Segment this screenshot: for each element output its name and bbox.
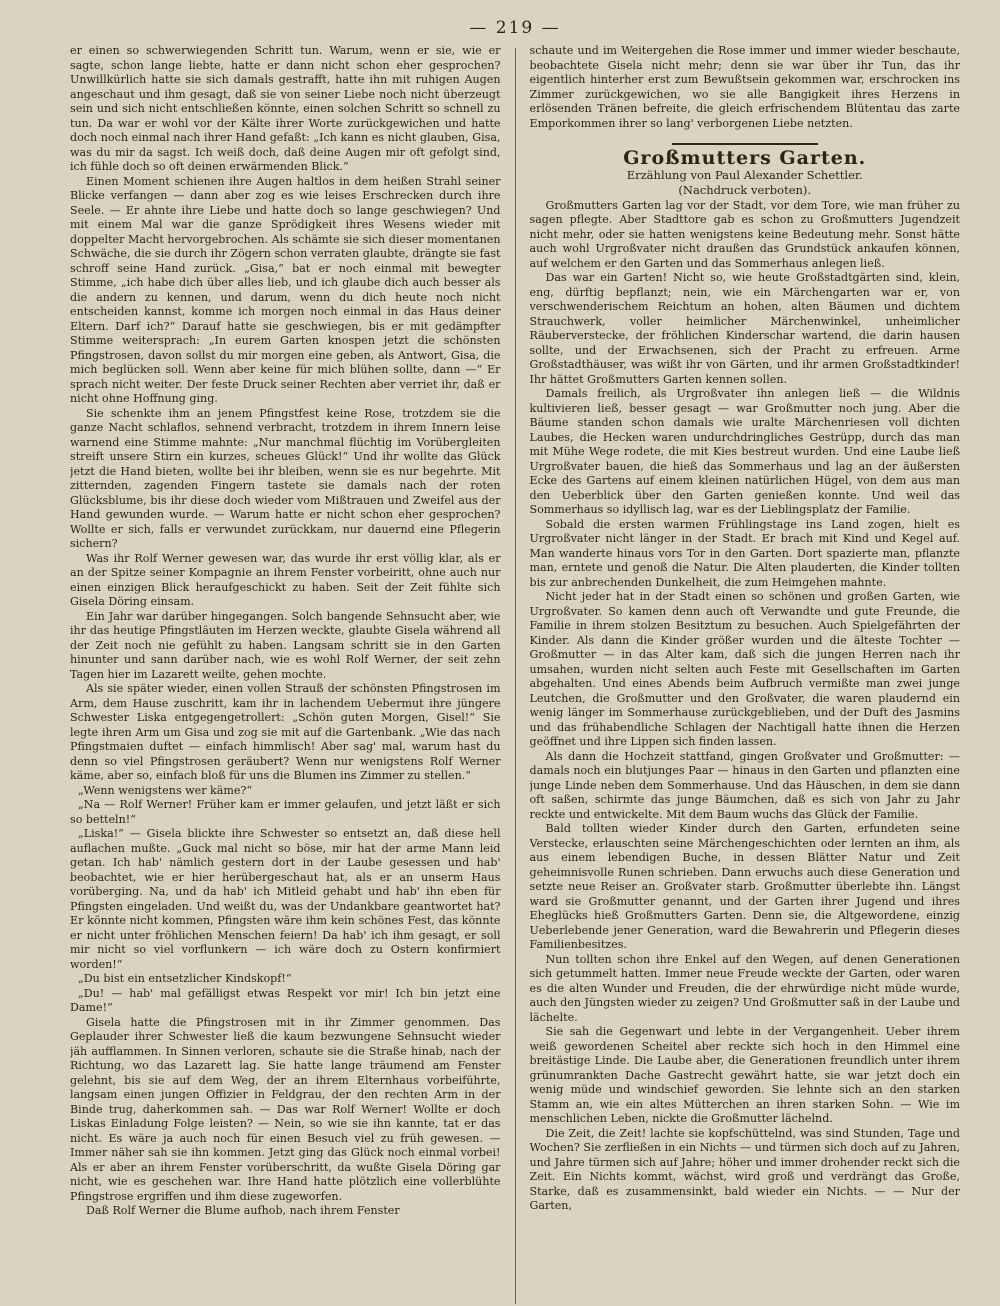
paragraph: Nun tollten schon ihre Enkel auf den Wegen, auf denen Generationen sich getummelt hatten. Immer neue Freude weckte der Garten, oder waren es die alten Wunder und Freuden, die der ehrwürdige nicht müde wurde, auch den Jüngsten wieder zu zeigen? Und Großmutter saß in der Laube und lächelte.: [529, 952, 960, 1024]
paragraph: Daß Rolf Werner die Blume aufhob, nach ihrem Fenster: [86, 1204, 400, 1217]
paragraph: Großmutters Garten lag vor der Stadt, vor dem Tore, wie man früher zu sagen pflegte. Aber Stadttore gab es schon zu Großmutters Jugendzeit nicht mehr, oder sie hatten wenigstens keine Bedeutung mehr. Sonst hätte auch wohl Urgroßvater nicht draußen das Grundstück ankaufen können, auf welchem er den Garten und das Sommerhaus anlegen ließ.: [529, 198, 960, 270]
paragraph: Als sie später wieder, einen vollen Strauß der schönsten Pfingstrosen im Arm, dem Hause zuschritt, kam ihr in lachendem Uebermut ihre jüngere Schwester Liska entgegengetrollert: „Schön guten Morgen, Gisel!“ Sie legte ihren Arm um Gisa und zog sie mit auf die Gartenbank. „Wie das nach Pfingstmaien duftet — einfach himmlisch! Aber sag' mal, warum hast du denn so viel Pfingstrosen geräubert? Wenn nur wenigstens Rolf Werner käme, aber so, einfach bloß für uns die Blumen ins Zimmer zu stellen.“: [70, 682, 501, 782]
paragraph: Das war ein Garten! Nicht so, wie heute Großstadtgärten sind, klein, eng, dürftig bepflanzt; nein, wie ein Märchengarten war er, von verschwenderischem Reichtum an hohen, alten Bäumen und dichtem Strauchwerk, voller heimlicher Märchenwinkel, unheimlicher Räuberverstecke, der fröhlichen Kinderschar wartend, die darin hausen sollte, und der Erwachsenen, sich der Pracht zu erfreuen. Arme Großstadthäuser, was wißt ihr von Gärten, und ihr armen Großstadtkinder! Ihr hättet Großmutters Garten kennen sollen.: [529, 271, 960, 386]
paragraph: Bald tollten wieder Kinder durch den Garten, erfundeten seine Verstecke, erlauschten seine Märchengeschichten oder lernten an ihm, als aus einem lebendigen Buche, in dessen Blätter Natur und Zeit geheimnisvolle Runen schrieben. Dann erwuchs auch diese Generation und setzte neue Reiser an. Großvater starb. Großmutter überlebte ihn. Längst ward sie Großmutter genannt, und der Garten ihrer Jugend und ihres Eheglücks hieß Großmutters Garten. Denn sie, die Altgewordene, einzig Ueberlebende jener Generation, ward die Bewahrerin und Pflegerin dieses Familienbesitzes.: [529, 822, 960, 951]
paragraph: „Na — Rolf Werner! Früher kam er immer gelaufen, und jetzt läßt er sich so betteln!“: [70, 798, 501, 826]
paragraph: Ein Jahr war darüber hingegangen. Solch bangende Sehnsucht aber, wie ihr das heutige Pfingstläuten im Herzen weckte, glaubte Gisela während all der Zeit noch nie gefühlt zu haben. Langsam schritt sie in den Garten hinunter und sann darüber nach, wie es wohl Rolf Werner, der seit zehn Tagen hier im Lazarett weilte, gehen mochte.: [70, 609, 501, 681]
paragraph: Gisela hatte die Pfingstrosen mit in ihr Zimmer genommen. Das Geplauder ihrer Schwester ließ die kaum bezwungene Sehnsucht wieder jäh aufflammen. In Sinnen verloren, schaute sie die Straße hinab, nach der Richtung, wo das Lazarett lag. Sie hatte lange träumend am Fenster gelehnt, bis sie auf dem Weg, der an ihrem Elternhaus vorbeiführte, langsam einen jungen Offizier in Feldgrau, der den rechten Arm in der Binde trug, daherkommen sah. — Das war Rolf Werner! Wollte er doch Liskas Einladung Folge leisten? — Nein, so wie sie ihn kannte, tat er das nicht. Es wäre ja auch noch für einen Besuch viel zu früh gewesen. — Immer näher sah sie ihn kommen. Jetzt ging das Glück noch einmal vorbei! Als er aber an ihrem Fenster vorüberschritt, da wußte Gisela Döring gar nicht, wie es geschehen war. Ihre Hand hatte plötzlich eine vollerblühte Pfingstrose ergriffen und ihm diese zugeworfen.: [70, 1015, 501, 1203]
paragraph: schaute und im Weitergehen die Rose immer und immer wieder beschaute, beobachtete Gisela nicht mehr; denn sie war über ihr Tun, das ihr eigentlich hinterher erst zum Bewußtsein gekommen war, erschrocken ins Zimmer zurückgewichen, wo sie alle Bangigkeit ihres Herzens in erlösenden Tränen befreite, die gleich erfrischendem Blütentau das zarte Emporkommen ihrer so lang' verborgenen Liebe netzten.: [529, 44, 960, 130]
reprint-note: (Nachdruck verboten).: [678, 183, 812, 197]
section-divider: [672, 143, 818, 145]
paragraph: „Liska!“ — Gisela blickte ihre Schwester so entsetzt an, daß diese hell auflachen mußte. „Guck mal nicht so böse, mir hat der arme Mann leid getan. Ich hab' nämlich gestern dort in der Laube gesessen und hab' beobachtet, wie er hier herübergeschaut hat, als er an unserm Haus vorüberging. Na, und da hab' ich Mitleid gehabt und hab' ihn eben für Pfingsten eingeladen. Und weißt du, was der Undankbare geantwortet hat? Er könnte nicht kommen, Pfingsten wäre ihm kein schönes Fest, das könnte er nicht unter fröhlichen Menschen feiern! Da hab' ich ihm gesagt, er soll mir nicht so viel vorflunkern — ich wäre doch zu Ostern konfirmiert worden!“: [70, 827, 501, 971]
paragraph: Sie sah die Gegenwart und lebte in der Vergangenheit. Ueber ihrem weiß gewordenen Scheitel aber reckte sich hoch in den Himmel eine breitästige Linde. Die Laube aber, die Generationen freundlich unter ihrem grünumrankten Dache Gastrecht gewährt hatte, sie war jetzt doch ein wenig müde und windschief geworden. Sie lehnte sich an den starken Stamm an, wie ein altes Mütterchen an ihren starken Sohn. — Wie im menschlichen Leben, nickte die Großmutter lächelnd.: [529, 1025, 960, 1125]
paragraph: er einen so schwerwiegenden Schritt tun. Warum, wenn er sie, wie er sagte, schon lange liebte, hatte er dann nicht schon eher gesprochen? Unwillkürlich hatte sie sich damals gestrafft, hatte ihn mit ruhigen Augen angeschaut und ihm gesagt, daß sie von seiner Liebe noch nicht überzeugt sein und sich nicht entschließen könnte, einen solchen Schritt so schnell zu tun. Da war er wohl vor der Kälte ihrer Worte zurückgewichen und hatte doch noch einmal nach ihrer Hand gefaßt: „Ich kann es nicht glauben, Gisa, was du mir da sagst. Ich weiß doch, daß deine Augen mir oft gefolgt sind, ich fühle doch so oft deinen erwärmenden Blick.“: [70, 44, 501, 173]
columns: [70, 44, 960, 1304]
paragraph: Sie schenkte ihm an jenem Pfingstfest keine Rose, trotzdem sie die ganze Nacht schlaflos, sehnend verbracht, trotzdem in ihrem Innern leise warnend eine Stimme mahnte: „Nur manchmal flüchtig im Vorübergleiten streift unsere Stirn ein kurzes, scheues Glück!“ Und ihr wollte das Glück jetzt die Hand bieten, wollte bei ihr bleiben, wenn sie es nur begehrte. Mit zitternden, zagenden Fingern tastete sie damals nach der roten Glücksblume, bis ihr diese doch wieder vom Mißtrauen und Zweifel aus der Hand gewunden wurde. — Warum hatte er nicht schon eher gesprochen? Wollte er sich, falls er verwundet zurückkam, nur dauernd eine Pflegerin sichern?: [70, 406, 501, 550]
paragraph: Sobald die ersten warmen Frühlingstage ins Land zogen, hielt es Urgroßvater nicht länger in der Stadt. Er brach mit Kind und Kegel auf. Man wanderte hinaus vors Tor in den Garten. Dort spazierte man, pflanzte man, erntete und genoß die Natur. Die Alten plauderten, die Kinder tollten bis zur anbrechenden Dunkelheit, die zum Heimgehen mahnte.: [529, 517, 960, 589]
right-column: [530, 44, 961, 1304]
article-byline: Erzählung von Paul Alexander Schettler.: [626, 167, 863, 182]
column-rule: [515, 48, 516, 1304]
paragraph: „Du! — hab' mal gefälligst etwas Respekt vor mir! Ich bin jetzt eine Dame!“: [70, 986, 501, 1014]
left-column: [70, 44, 501, 1304]
paragraph: „Wenn wenigstens wer käme?“: [78, 783, 253, 797]
paragraph: „Du bist ein entsetzlicher Kindskopf!“: [78, 972, 292, 985]
paragraph: Einen Moment schienen ihre Augen haltlos in dem heißen Strahl seiner Blicke verfangen — dann aber zog es wie leises Erschrecken durch ihre Seele. — Er ahnte ihre Liebe und hatte doch so lange geschwiegen? Und mit einem Mal war die ganze Sprödigkeit ihres Wesens wieder mit doppelter Macht hervorgebrochen. Als schämte sie sich dieser momentanen Schwäche, die sie durch ihr Zögern schon verraten glaubte, drängte sie fast schroff seine Hand zurück. „Gisa,“ bat er noch einmal mit bewegter Stimme, „ich habe dich über alles lieb, und ich glaube dich auch besser als die andern zu kennen, und darum, wenn du dich heute noch nicht entscheiden kannst, komme ich morgen noch einmal in das Haus deiner Eltern. Darf ich?“ Darauf hatte sie geschwiegen, bis er mit gedämpfter Stimme weitersprach: „In eurem Garten knospen jetzt die schönsten Pfingstrosen, davon sollst du mir morgen eine geben, als Antwort, Gisa, die mich beglücken soll. Wenn aber keine für mich blühen sollte, dann —“ Er sprach nicht weiter. Der feste Druck seiner Rechten aber verriet ihr, daß er nicht ohne Hoffnung ging.: [70, 174, 501, 405]
page-number: — 219 —: [469, 18, 561, 38]
paragraph: Als dann die Hochzeit stattfand, gingen Großvater und Großmutter: — damals noch ein blutjunges Paar — hinaus in den Garten und pflanzten eine junge Linde neben dem Sommerhause. Und das Häuschen, in dem sie dann oft saßen, schirmte das junge Bäumchen, daß es sich von Jahr zu Jahr reckte und entwickelte. Mit dem Baum wuchs das Glück der Familie.: [529, 749, 960, 821]
paragraph: Nicht jeder hat in der Stadt einen so schönen und großen Garten, wie Urgroßvater. So kamen denn auch oft Verwandte und gute Freunde, die Familie in ihrem stolzen Besitztum zu besuchen. Auch Spielgefährten der Kinder. Als dann die Kinder größer wurden und die älteste Tochter — Großmutter — in das Alter kam, daß sich die jungen Herren nach ihr umsahen, wurden nicht selten auch Feste mit Gesellschaften im Garten abgehalten. Und eines Abends beim Aufbruch vermißte man zwei junge Leutchen, die Großmutter und den Großvater, die waren plaudernd ein wenig länger im Sommerhause zurückgeblieben, und der Duft des Jasmins und das frühabendliche Schlagen der Nachtigall hatte ihnen die Herzen geöffnet und ihre Lippen sich finden lassen.: [529, 590, 960, 748]
paragraph: Die Zeit, die Zeit! lachte sie kopfschüttelnd, was sind Stunden, Tage und Wochen? Sie zerfließen in ein Nichts — und türmen sich doch auf zu Jahren, und Jahre türmen sich auf Jahre; höher und immer drohender reckt sich die Zeit. Ein Nichts kommt, wächst, wird groß und verdrängt das Große, Starke, daß es zusammensinkt, bald wieder ein Nichts. — — Nur der Garten,: [529, 1126, 960, 1212]
article-title: Großmutters Garten.: [623, 147, 867, 169]
paragraph: Was ihr Rolf Werner gewesen war, das wurde ihr erst völlig klar, als er an der Spitze seiner Kompagnie an ihrem Fenster vorbeiritt, ohne auch nur einen einzigen Blick heraufgeschickt zu haben. Seit der Zeit fühlte sich Gisela Döring einsam.: [70, 551, 501, 608]
paragraph: Damals freilich, als Urgroßvater ihn anlegen ließ — die Wildnis kultivieren ließ, besser gesagt — war Großmutter noch jung. Aber die Bäume standen schon damals wie uralte Märchenriesen voll dichten Laubes, die Hecken waren undurchdringliches Gestrüpp, durch das man mit Mühe Wege rodete, die mit Kies bestreut wurden. Und eine Laube ließ Urgroßvater bauen, die hieß das Sommerhaus und lag an der äußersten Ecke des Gartens auf einem kleinen natürlichen Hügel, von dem aus man den Ueberblick über den Garten genießen konnte. Und weil das Sommerhaus so idyllisch lag, war es der Lieblingsplatz der Familie.: [529, 387, 960, 516]
